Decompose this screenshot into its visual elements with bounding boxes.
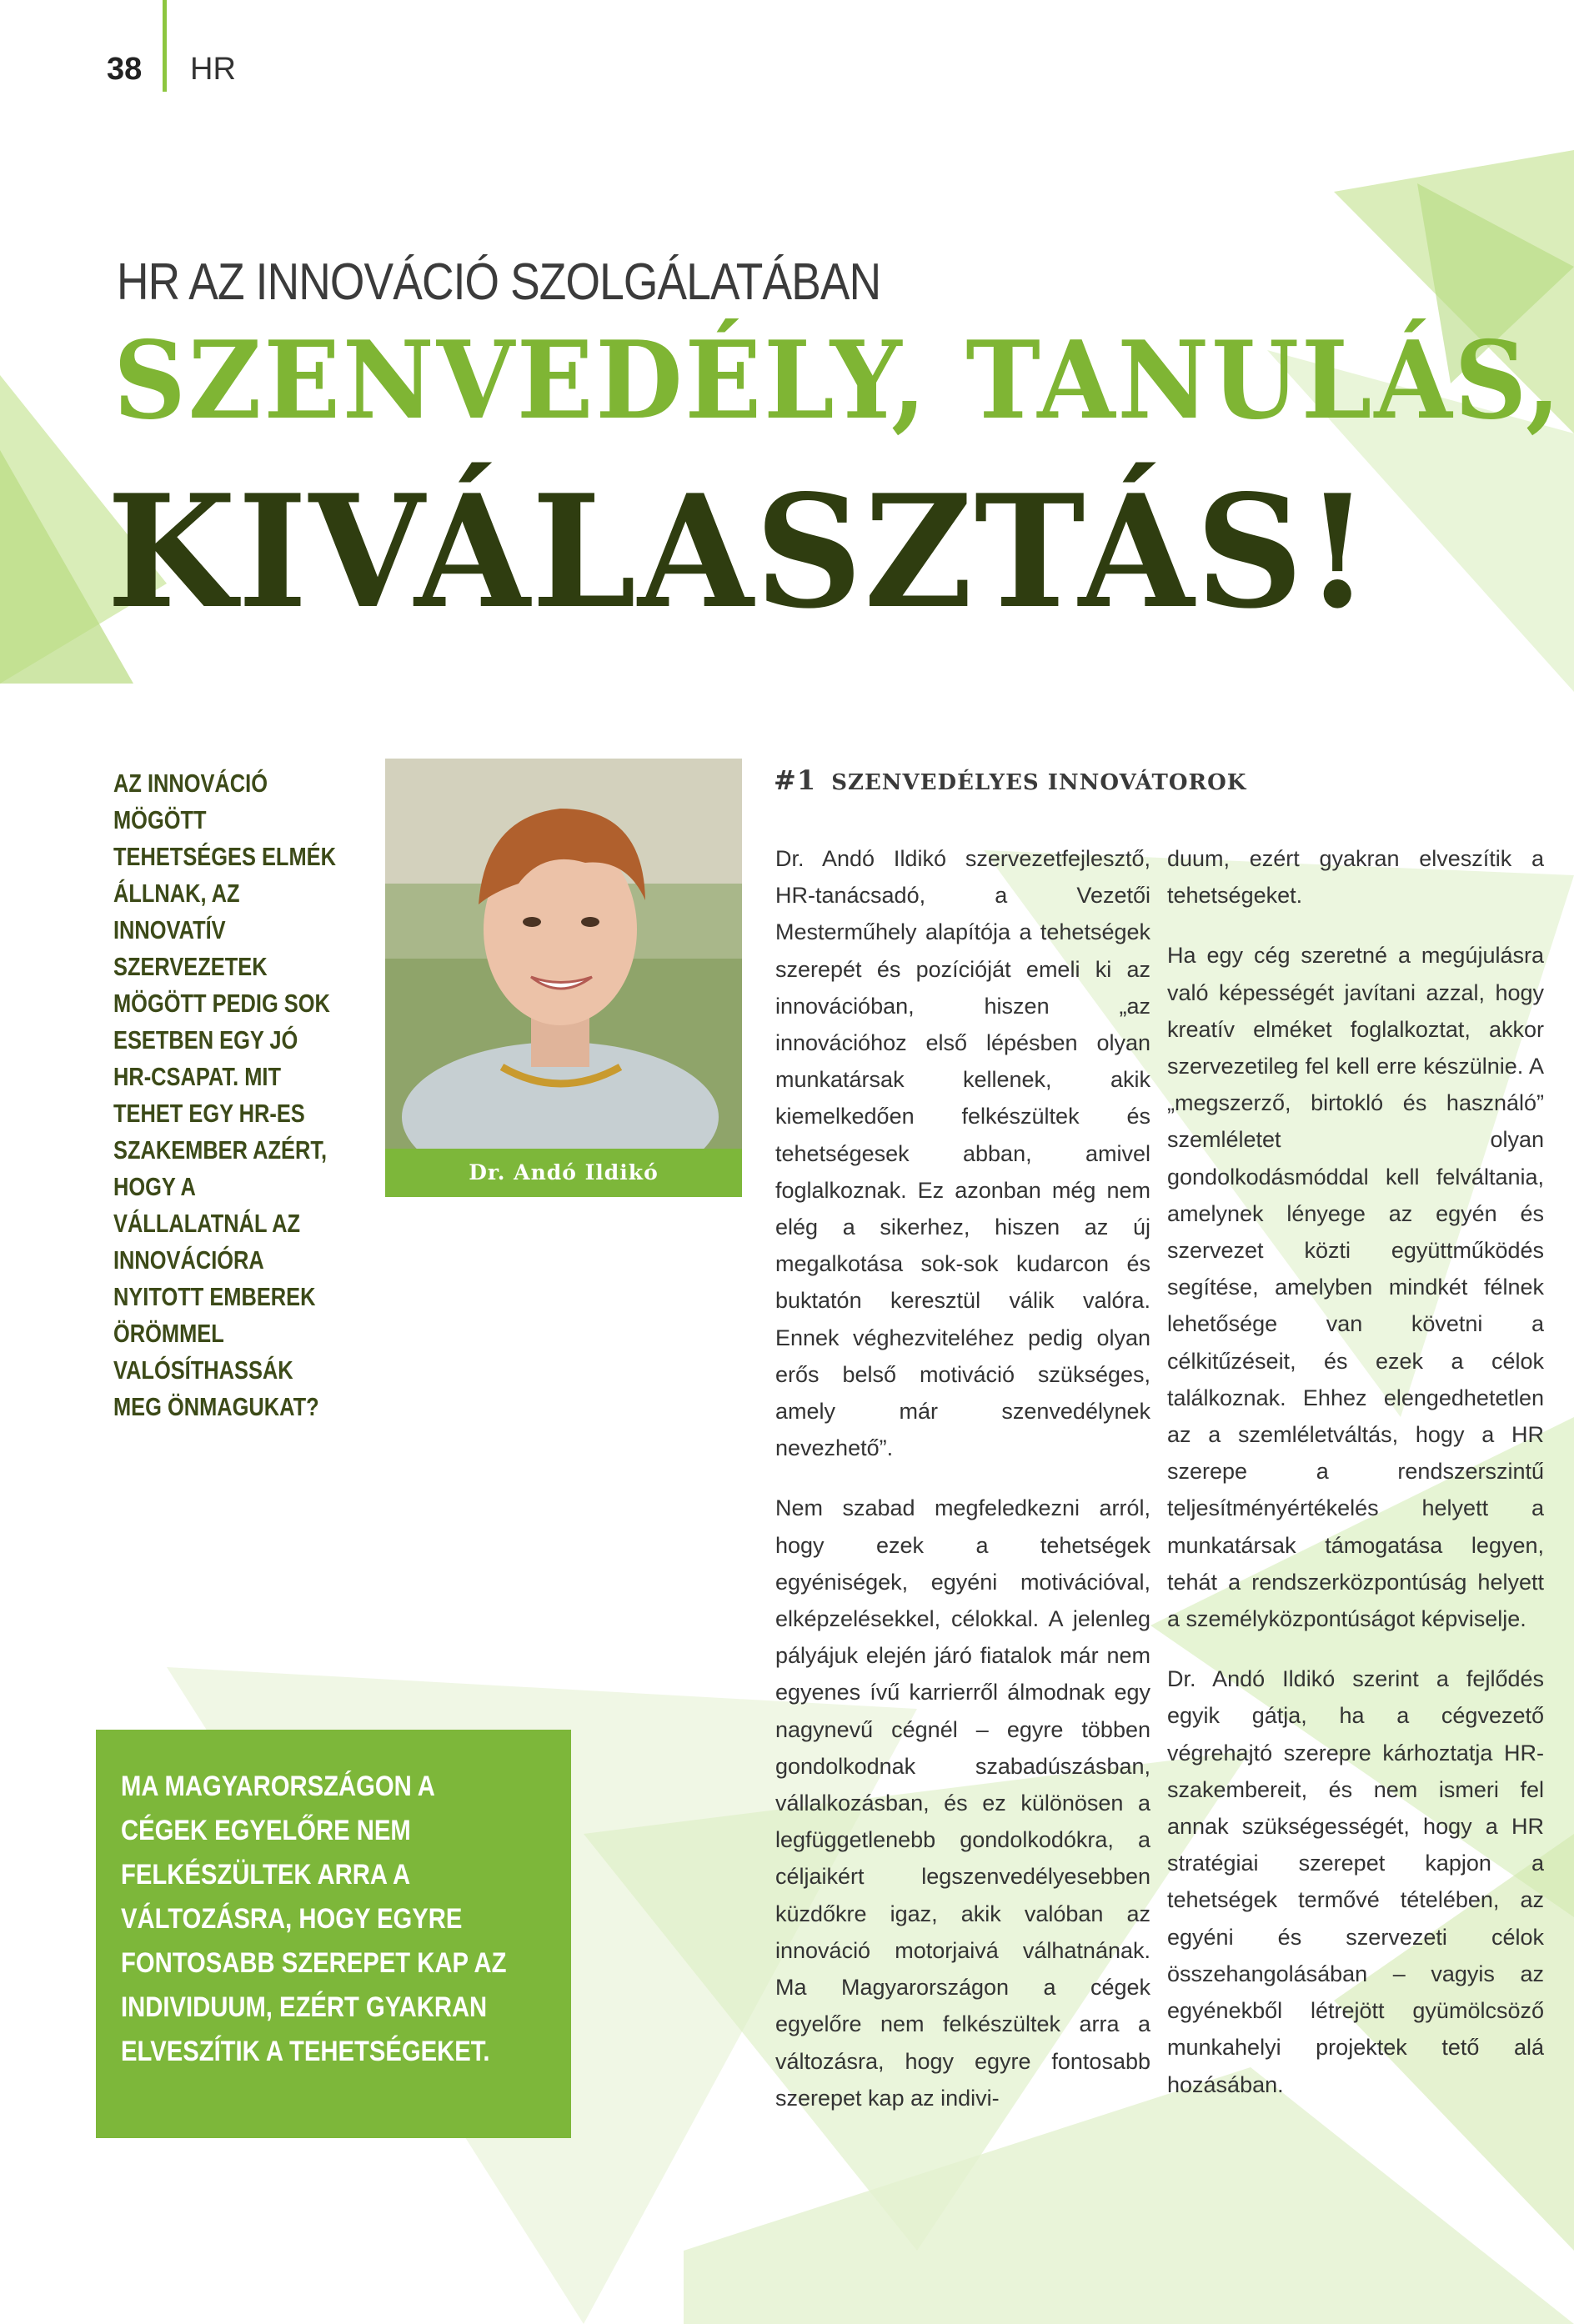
article-intro: AZ INNOVÁCIÓ MÖGÖTT TEHETSÉGES ELMÉK ÁLLNAK, AZ INNOVATÍV SZERVEZETEK MÖGÖTT PEDIG SOK ESETBEN EGY JÓ HR-CSAPAT. MIT TEHET EGY HR-ES SZAKEMBER AZÉRT, HOGY A VÁLLALATNÁL AZ INNOVÁCIÓRA NYITOTT EMBEREK ÖRÖMMEL VALÓSÍTHASSÁK MEG ÖNMAGUKAT? (113, 769, 336, 1421)
page-number: 38 (107, 52, 143, 87)
pull-quote-text: MA MAGYARORSZÁGON A CÉGEK EGYELŐRE NEM FELKÉSZÜLTEK ARRA A VÁLTOZÁSRA, HOGY EGYRE FONTOSABB SZEREPET KAP AZ INDIVIDUUM, EZÉRT GYAKRAN ELVESZÍTIK A TEHETSÉGEKET. (121, 1771, 507, 2067)
body-column-2 (1167, 840, 1544, 2126)
body-column-1 (775, 840, 1150, 2140)
photo-caption: Dr. Andó Ildikó (385, 1149, 742, 1197)
article-title-line-2: KIVÁLASZTÁS! (107, 460, 1372, 643)
section-label: HR (190, 52, 236, 87)
article-title-line-1: SZENVEDÉLY, TANULÁS, (113, 318, 1563, 443)
paragraph: Dr. Andó Ildikó szervezetfejlesztő, HR-tanácsadó, a Vezetői Mesterműhely alapítója a tehetségek szerepét és pozícióját emeli ki az innovációban, hiszen „az innovációhoz első lépésben olyan munkatársak kellenek, akik kiemelkedően felkészültek és tehetségesek abban, amivel foglalkoznak. Ez azonban még nem elég a sikerhez, hiszen az új megalkotása sok-sok kudarcon és buktatón keresztül válik valóra. Ennek véghezviteléhez pedig olyan erős belső motiváció szükséges, amely már szenvedélynek nevezhető”. (775, 846, 1150, 1461)
paragraph: duum, ezért gyakran elveszítik a tehetségeket. (1167, 846, 1544, 909)
paragraph: Nem szabad megfeledkezni arról, hogy ezek a tehetségek egyéniségek, egyéni motivációval, elképzelésekkel, célokkal. A jelenleg pályájuk elején járó fiatalok már nem egyenes ívű karrierről álmodnak egy nagynevű cégnél – egyre többen gondolkodnak szabadúszásban, vállalkozásban, és ez különösen a legfüggetlenebb gondolkodókra, a céljaikért legszenvedélyesebben küzdőkre igaz, akik valóban az innováció motorjaivá válhatnának. Ma Magyarországon a cégek egyelőre nem felkészültek arra a változásra, hogy egyre fontosabb szerepet kap az indivi- (775, 1495, 1150, 2111)
subheading (774, 764, 1246, 796)
header-rule (163, 0, 167, 92)
paragraph: Dr. Andó Ildikó szerint a fejlődés egyik gátja, ha a cégvezető végrehajtó szerepre kárhoztatja HR-szakembereit, és nem ismeri fel annak szükségességét, hogy a HR stratégiai szerepet kapjon a tehetségek termővé tételében, az egyéni és szervezeti célok összehangolásában – vagyis az egyénekből létrejött gyümölcsöző munkahelyi projektek tető alá hozásában. (1167, 1666, 1544, 2097)
subheading-number: #1 (774, 764, 817, 796)
paragraph: Ha egy cég szeretné a megújulásra való képességét javítani azzal, hogy kreatív elméket foglalkoztat, akkor szervezetileg fel kell erre készülnie. A „megszerző, birtokló és használó” szemléletet olyan gondolkodásmóddal kell felváltania, amelynek lényege az egyén és szervezet közti együttműködés segítése, amelyben mindkét félnek lehetősége van követni a célkitűzéseit, és ezek a célok találkoznak. Ehhez elengedhetetlen az a szemléletváltás, hogy a HR szerepe a rendszerszintű teljesítményértékelés helyett a munkatársak támogatása legyen, tehát a rendszerközpontúság helyett a személyközpontúságot képviselje. (1167, 943, 1544, 1632)
pull-quote-box (96, 1730, 571, 2138)
subheading-text: SZENVEDÉLYES INNOVÁTOROK (831, 770, 1247, 795)
portrait-photo (385, 759, 742, 1150)
article-kicker: HR AZ INNOVÁCIÓ SZOLGÁLATÁBAN (117, 253, 881, 311)
